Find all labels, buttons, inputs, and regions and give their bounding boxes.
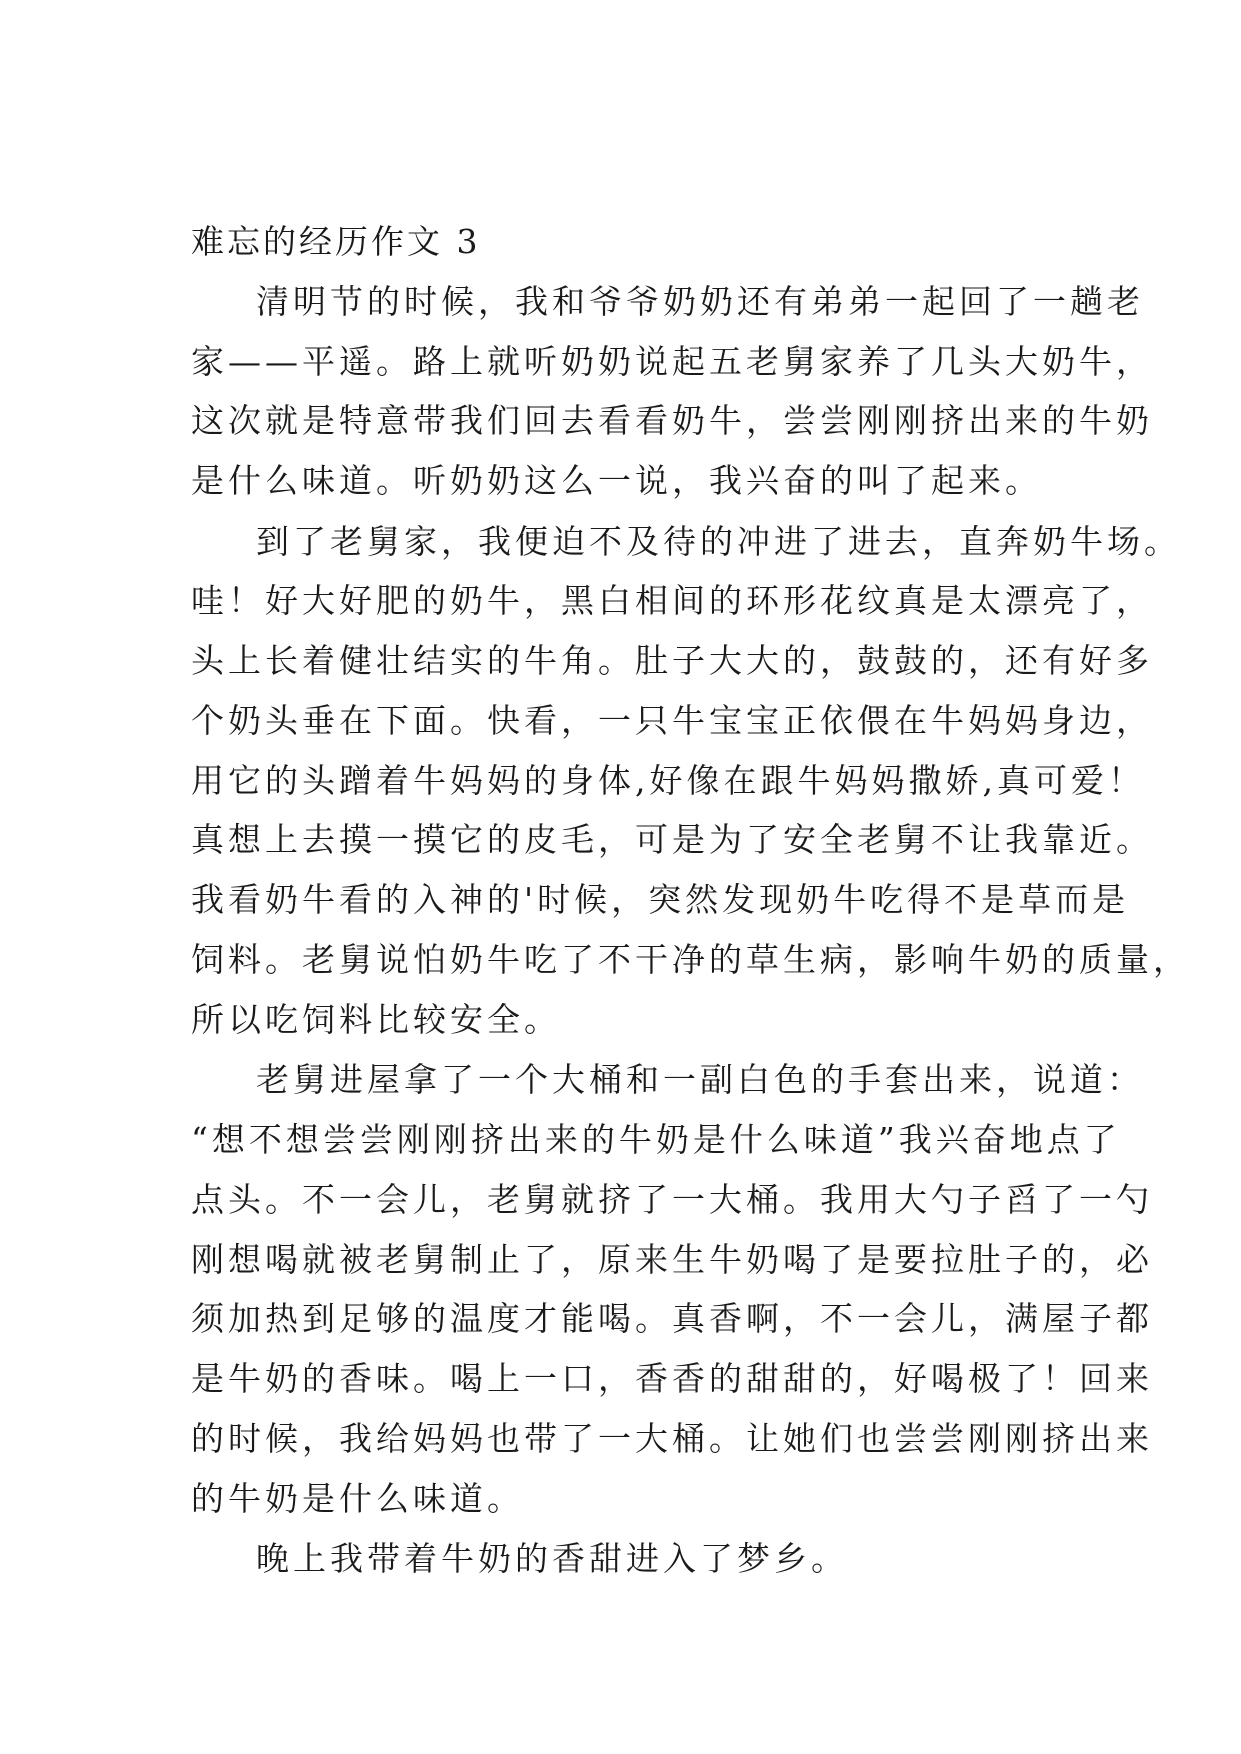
paragraph-3-line-8: 的牛奶是什么味道。 [191,1479,524,1518]
paragraph-3-line-5: 须加热到足够的温度才能喝。真香啊，不一会儿，满屋子都 [191,1299,1153,1338]
paragraph-3-line-3: 点头。不一会儿，老舅就挤了一大桶。我用大勺子舀了一勺 [191,1180,1153,1219]
paragraph-2-line-6: 真想上去摸一摸它的皮毛，可是为了安全老舅不让我靠近。 [191,820,1153,859]
paragraph-3-line-6: 是牛奶的香味。喝上一口，香香的甜甜的，好喝极了！回来 [191,1359,1153,1398]
paragraph-2-line-9: 所以吃饲料比较安全。 [191,1000,561,1039]
paragraph-3-line-1: 老舅进屋拿了一个大桶和一副白色的手套出来，说道： [256,1060,1144,1099]
paragraph-1-line-2: 家——平遥。路上就听奶奶说起五老舅家养了几头大奶牛， [191,342,1153,381]
paragraph-1-line-3: 这次就是特意带我们回去看看奶牛，尝尝刚刚挤出来的牛奶 [191,401,1153,440]
paragraph-2-line-1: 到了老舅家，我便迫不及待的冲进了进去，直奔奶牛场。 [256,522,1181,561]
paragraph-3-line-7: 的时候，我给妈妈也带了一大桶。让她们也尝尝刚刚挤出来 [191,1419,1153,1458]
paragraph-2-line-8: 饲料。老舅说怕奶牛吃了不干净的草生病，影响牛奶的质量， [191,940,1190,979]
document-title: 难忘的经历作文 3 [191,222,481,261]
paragraph-2-line-7: 我看奶牛看的入神的'时候，突然发现奶牛吃得不是草而是 [191,880,1130,919]
paragraph-2-line-3: 头上长着健壮结实的牛角。肚子大大的，鼓鼓的，还有好多 [191,641,1153,680]
paragraph-3-line-4: 刚想喝就被老舅制止了，原来生牛奶喝了是要拉肚子的，必 [191,1240,1153,1279]
paragraph-2-line-4: 个奶头垂在下面。快看，一只牛宝宝正依偎在牛妈妈身边， [191,701,1153,740]
paragraph-2-line-2: 哇！好大好肥的奶牛，黑白相间的环形花纹真是太漂亮了， [191,581,1153,620]
paragraph-2-line-5: 用它的头蹭着牛妈妈的身体,好像在跟牛妈妈撒娇,真可爱！ [191,761,1145,800]
paragraph-1-line-1: 清明节的时候，我和爷爷奶奶还有弟弟一起回了一趟老 [256,282,1144,321]
paragraph-1-line-4: 是什么味道。听奶奶这么一说，我兴奋的叫了起来。 [191,461,1042,500]
paragraph-3-line-2: “想不想尝尝刚刚挤出来的牛奶是什么味道”我兴奋地点了 [191,1120,1121,1159]
paragraph-4-line-1: 晚上我带着牛奶的香甜进入了梦乡。 [256,1539,848,1578]
